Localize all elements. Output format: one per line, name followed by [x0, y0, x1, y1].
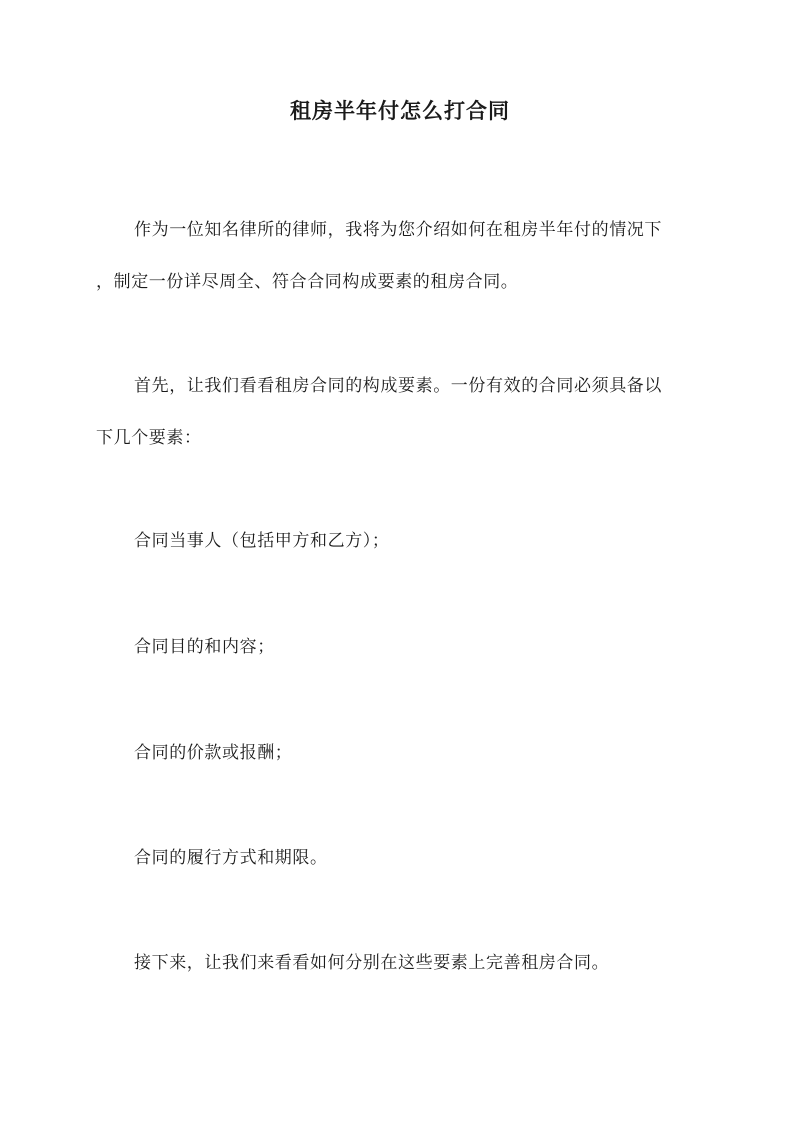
intro-paragraph — [96, 204, 706, 308]
intro-line-1: 作为一位知名律所的律师，我将为您介绍如何在租房半年付的情况下 — [134, 220, 662, 240]
element-item-parties: 合同当事人（包括甲方和乙方）； — [134, 531, 390, 551]
element-item-purpose: 合同目的和内容； — [134, 637, 275, 657]
document-title: 租房半年付怎么打合同 — [290, 98, 510, 123]
element-item-price: 合同的价款或报酬； — [134, 743, 293, 763]
intro-line-2: ，制定一份详尽周全、符合合同构成要素的租房合同。 — [96, 272, 519, 292]
elements-intro-line-1: 首先，让我们看看租房合同的构成要素。一份有效的合同必须具备以 — [134, 376, 662, 396]
elements-intro-paragraph — [96, 360, 706, 464]
elements-intro-line-2: 下几个要素： — [96, 428, 202, 448]
next-step-paragraph: 接下来，让我们来看看如何分别在这些要素上完善租房合同。 — [134, 953, 610, 973]
element-item-performance: 合同的履行方式和期限。 — [134, 848, 328, 868]
